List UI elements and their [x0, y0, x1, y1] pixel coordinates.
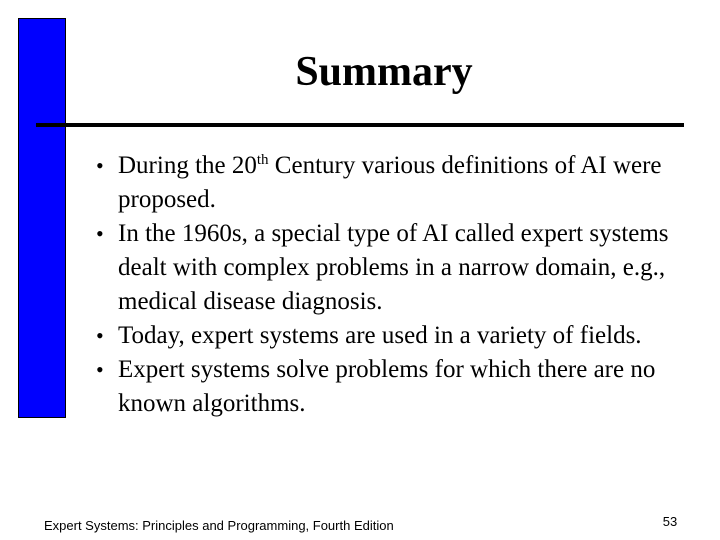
- bullet-text-superscript: th: [256, 152, 269, 168]
- bullet-text: Today, expert systems are used in a variety of fields.: [118, 322, 642, 349]
- bullet-icon: •: [96, 357, 104, 382]
- bullet-icon: •: [96, 221, 104, 246]
- bullet-text: In the 1960s, a special type of AI called expert systems dealt with complex problems in a narrow domain, e.g., medical disease diagnosis.: [118, 220, 669, 315]
- bullet-text-part: During the 20: [118, 152, 257, 179]
- bullet-item: [96, 353, 686, 421]
- title-divider: [36, 123, 684, 127]
- page-number: 53: [662, 514, 678, 529]
- bullet-text: Expert systems solve problems for which there are no known algorithms.: [118, 356, 656, 417]
- bullet-icon: •: [96, 323, 104, 348]
- footer-book-title: Expert Systems: Principles and Programming, Fourth Edition: [44, 518, 394, 533]
- bullet-item: [96, 217, 686, 319]
- bullet-list: [96, 149, 686, 421]
- slide-title: Summary: [295, 49, 473, 95]
- bullet-item: [96, 149, 686, 217]
- accent-bar: [18, 18, 66, 418]
- bullet-item: [96, 319, 686, 353]
- bullet-text-part: Century various definitions of AI were proposed.: [118, 152, 662, 213]
- bullet-text: [118, 152, 662, 213]
- bullet-icon: •: [96, 153, 104, 178]
